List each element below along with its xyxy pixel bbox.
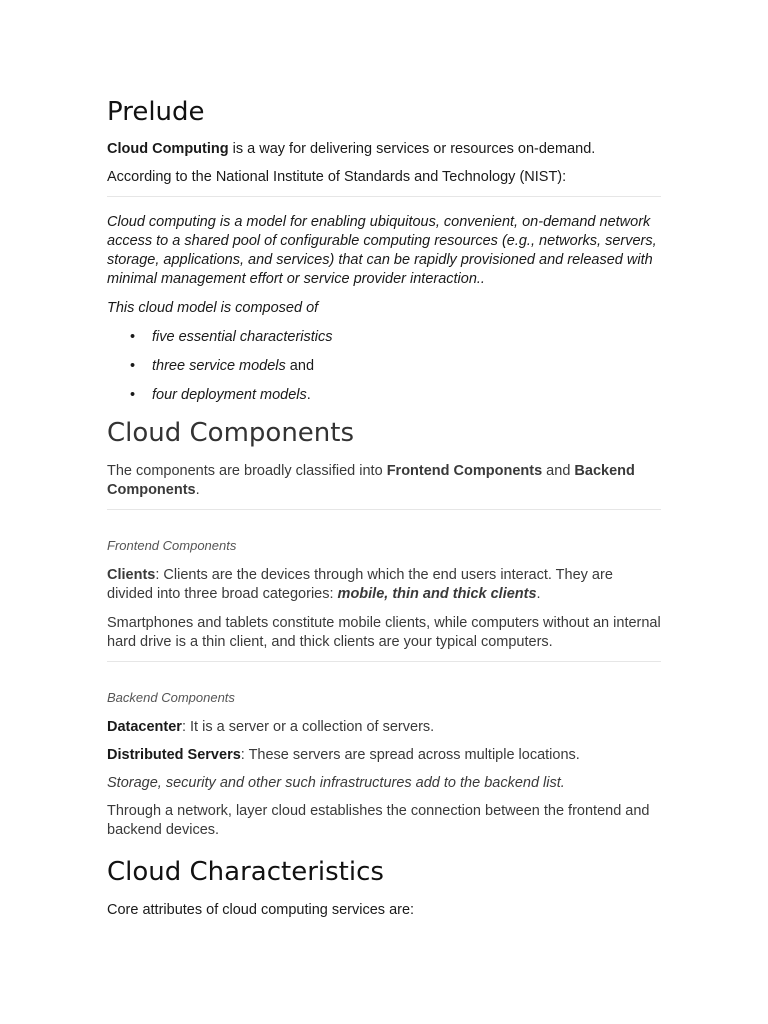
paragraph-definition: [107, 140, 661, 159]
list-item: [152, 328, 661, 347]
datacenter-text: : It is a server or a collection of servers.: [181, 719, 435, 735]
term-distributed-servers: Distributed Servers: [107, 747, 241, 763]
smartphones-paragraph: Smartphones and tablets constitute mobile clients, while computers without an internal hard drive is a thin client, and thick clients are your typical computers.: [107, 615, 661, 650]
distributed-paragraph: [107, 746, 661, 765]
client-categories: mobile, thin and thick clients: [337, 586, 537, 602]
model-list: [107, 328, 661, 405]
subheading-backend: Backend Components: [107, 690, 235, 705]
distributed-text: : These servers are spread across multiple locations.: [240, 747, 580, 763]
heading-cloud-characteristics: Cloud Characteristics: [107, 857, 384, 887]
composed-of-text: This cloud model is composed of: [107, 300, 319, 316]
intro-text: The components are broadly classified into: [107, 463, 387, 479]
nist-quote: Cloud computing is a model for enabling ubiquitous, convenient, on-demand network access to a shared pool of configurable computing resources (e.g., networks, servers, storage, applications, and services) that can be rapidly provisioned and released with minimal management effort or service provider interaction..: [107, 214, 657, 287]
term-datacenter: Datacenter: [107, 719, 182, 735]
divider: [107, 661, 661, 662]
term-backend: Backend Components: [107, 463, 635, 498]
clients-text: : Clients are the devices through which the end users interact. They are divided into three broad categories:: [107, 567, 613, 602]
list-item-rest: .: [306, 387, 311, 403]
definition-text: is a way for delivering services or resources on-demand.: [228, 141, 596, 157]
term-cloud-computing: Cloud Computing: [107, 141, 229, 157]
clients-paragraph: [107, 566, 661, 604]
datacenter-paragraph: [107, 718, 661, 737]
components-intro: [107, 462, 661, 500]
list-item-italic: five essential characteristics: [152, 329, 333, 345]
divider: [107, 509, 661, 510]
intro-text: .: [195, 482, 200, 498]
term-frontend: Frontend Components: [386, 463, 543, 479]
list-item-italic: three service models: [152, 358, 286, 374]
term-clients: Clients: [107, 567, 156, 583]
list-item-rest: and: [285, 358, 315, 374]
characteristics-intro: Core attributes of cloud computing services are:: [107, 902, 415, 918]
network-paragraph: Through a network, layer cloud establishes the connection between the frontend and backend devices.: [107, 803, 650, 838]
heading-prelude: Prelude: [107, 97, 205, 127]
list-item: [152, 386, 661, 405]
list-item: [152, 357, 661, 376]
storage-note: Storage, security and other such infrastructures add to the backend list.: [107, 775, 565, 791]
intro-text: and: [542, 463, 575, 479]
paragraph-nist-intro: According to the National Institute of Standards and Technology (NIST):: [107, 169, 567, 185]
subheading-frontend: Frontend Components: [107, 538, 237, 553]
divider: [107, 196, 661, 197]
clients-text: .: [536, 586, 541, 602]
heading-cloud-components: Cloud Components: [107, 418, 355, 448]
list-item-italic: four deployment models: [152, 387, 307, 403]
